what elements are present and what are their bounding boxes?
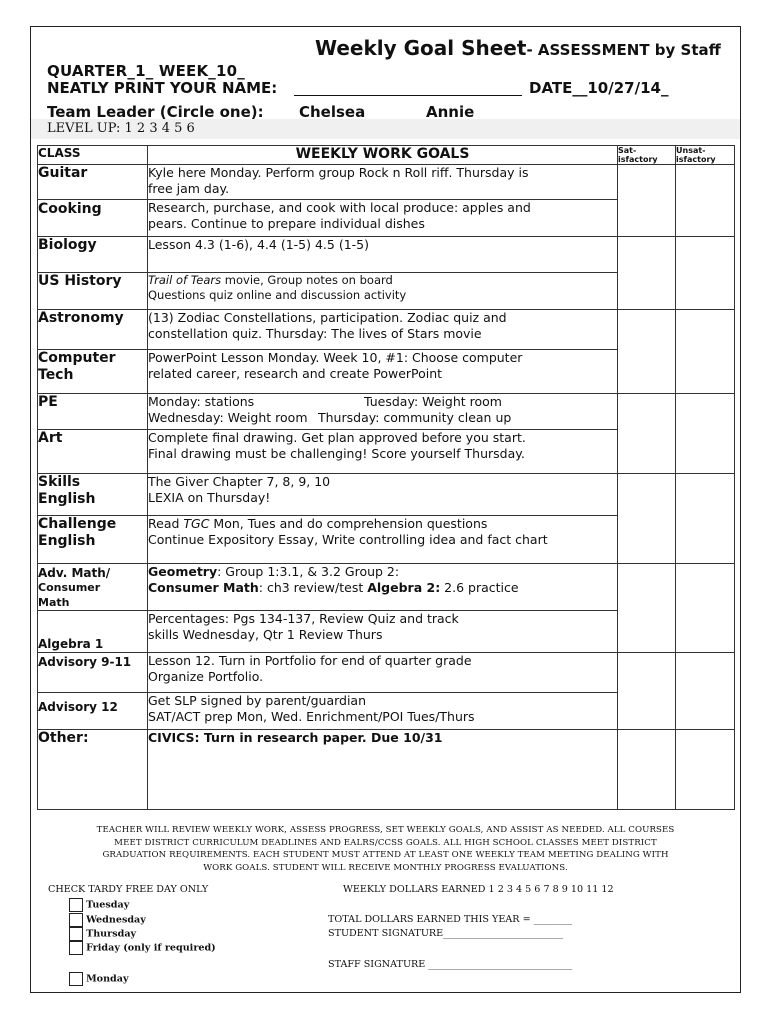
sat-cell[interactable] bbox=[618, 165, 676, 237]
weekly-dollars: WEEKLY DOLLARS EARNED 1 2 3 4 5 6 7 8 9 10 11 12 bbox=[343, 884, 614, 895]
checkbox-monday[interactable]: Monday bbox=[69, 972, 129, 986]
checkbox[interactable] bbox=[69, 972, 83, 986]
leader-option-chelsea[interactable]: Chelsea bbox=[299, 103, 366, 121]
print-name-label: NEATLY PRINT YOUR NAME: bbox=[47, 79, 278, 97]
quarter-week: QUARTER_1_ WEEK_10_ bbox=[47, 62, 245, 80]
unsat-cell[interactable] bbox=[676, 394, 735, 474]
sat-cell[interactable] bbox=[618, 653, 676, 730]
table-row bbox=[38, 237, 735, 273]
goal-biology: Lesson 4.3 (1-6), 4.4 (1-5) 4.5 (1-5) bbox=[148, 237, 618, 273]
class-computer-tech: Computer Tech bbox=[38, 350, 148, 394]
goal-art: Complete final drawing. Get plan approved before you start. Final drawing must be challenging! Score yourself Thursday. bbox=[148, 430, 618, 474]
tardy-label: CHECK TARDY FREE DAY ONLY bbox=[48, 884, 209, 895]
class-adv-math: Adv. Math/ Consumer Math bbox=[38, 564, 148, 611]
sat-cell[interactable] bbox=[618, 237, 676, 310]
class-cooking: Cooking bbox=[38, 200, 148, 237]
name-date-row bbox=[47, 79, 730, 101]
unsat-cell[interactable] bbox=[676, 564, 735, 653]
class-other: Other: bbox=[38, 730, 148, 810]
checkbox-thursday[interactable]: Thursday bbox=[69, 927, 136, 941]
goal-astronomy: (13) Zodiac Constellations, participation. Zodiac quiz and constellation quiz. Thursday: The lives of Stars movie bbox=[148, 310, 618, 350]
goal-advisory-9-11: Lesson 12. Turn in Portfolio for end of quarter grade Organize Portfolio. bbox=[148, 653, 618, 693]
goal-sheet bbox=[30, 26, 741, 993]
col-class: CLASS bbox=[38, 146, 148, 165]
class-astronomy: Astronomy bbox=[38, 310, 148, 350]
class-biology: Biology bbox=[38, 237, 148, 273]
class-algebra-1: Algebra 1 bbox=[38, 611, 148, 653]
goals-table bbox=[37, 145, 735, 810]
unsat-cell[interactable] bbox=[676, 653, 735, 730]
checkbox-wednesday[interactable]: Wednesday bbox=[69, 913, 146, 927]
sat-cell[interactable] bbox=[618, 730, 676, 810]
checkbox-tuesday[interactable]: Tuesday bbox=[69, 898, 129, 912]
goal-cooking: Research, purchase, and cook with local produce: apples and pears. Continue to prepare individual dishes bbox=[148, 200, 618, 237]
table-header-row bbox=[38, 146, 735, 165]
goal-algebra-1: Percentages: Pgs 134-137, Review Quiz and track skills Wednesday, Qtr 1 Review Thurs bbox=[148, 611, 618, 653]
class-us-history: US History bbox=[38, 273, 148, 310]
leader-option-annie[interactable]: Annie bbox=[426, 103, 475, 121]
page-title bbox=[315, 36, 721, 60]
staff-signature[interactable]: STAFF SIGNATURE ______________________________ bbox=[328, 959, 573, 970]
goal-pe: Monday: stations Tuesday: Weight room Wednesday: Weight room Thursday: community clean up bbox=[148, 394, 618, 430]
goal-other: CIVICS: Turn in research paper. Due 10/31 bbox=[148, 730, 618, 810]
class-challenge-english: Challenge English bbox=[38, 516, 148, 564]
goal-adv-math: Geometry: Group 1:3.1, & 3.2 Group 2: Consumer Math: ch3 review/test Algebra 2: 2.6 practice bbox=[148, 564, 618, 611]
sat-cell[interactable] bbox=[618, 474, 676, 564]
unsat-cell[interactable] bbox=[676, 474, 735, 564]
table-row bbox=[38, 564, 735, 611]
footer-line: TEACHER WILL REVIEW WEEKLY WORK, ASSESS PROGRESS, SET WEEKLY GOALS, AND ASSIST AS NEEDED. ALL COURSES bbox=[96, 825, 675, 835]
checkbox-friday[interactable]: Friday (only if required) bbox=[69, 941, 216, 955]
goal-computer-tech: PowerPoint Lesson Monday. Week 10, #1: Choose computer related career, research and create PowerPoint bbox=[148, 350, 618, 394]
team-leader-row bbox=[47, 103, 730, 123]
class-pe: PE bbox=[38, 394, 148, 430]
checkbox[interactable] bbox=[69, 913, 83, 927]
unsat-cell[interactable] bbox=[676, 165, 735, 237]
col-unsatisfactory: Unsat- isfactory bbox=[676, 146, 735, 165]
total-dollars: TOTAL DOLLARS EARNED THIS YEAR = ________ bbox=[328, 914, 573, 925]
table-row bbox=[38, 310, 735, 350]
footer-line: GRADUATION REQUIREMENTS. EACH STUDENT MUST ATTEND AT LEAST ONE WEEKLY TEAM MEETING DEALING WITH bbox=[102, 850, 669, 860]
level-up: LEVEL UP: 1 2 3 4 5 6 bbox=[47, 121, 195, 136]
table-row bbox=[38, 165, 735, 200]
checkbox[interactable] bbox=[69, 941, 83, 955]
sat-cell[interactable] bbox=[618, 394, 676, 474]
table-row bbox=[38, 474, 735, 516]
checkbox[interactable] bbox=[69, 898, 83, 912]
student-signature[interactable]: STUDENT SIGNATURE_________________________ bbox=[328, 928, 564, 939]
title-text: Weekly Goal Sheet bbox=[315, 36, 527, 60]
class-guitar: Guitar bbox=[38, 165, 148, 200]
goal-guitar: Kyle here Monday. Perform group Rock n Roll riff. Thursday is free jam day. bbox=[148, 165, 618, 200]
unsat-cell[interactable] bbox=[676, 237, 735, 310]
team-leader-label: Team Leader (Circle one): bbox=[47, 103, 264, 121]
name-field[interactable] bbox=[294, 95, 522, 96]
col-satisfactory: Sat- isfactory bbox=[618, 146, 676, 165]
footer-line: WORK GOALS. STUDENT WILL RECEIVE MONTHLY PROGRESS EVALUATIONS. bbox=[203, 862, 568, 873]
checkbox[interactable] bbox=[69, 927, 83, 941]
table-row bbox=[38, 730, 735, 810]
sat-cell[interactable] bbox=[618, 310, 676, 394]
class-advisory-9-11: Advisory 9-11 bbox=[38, 653, 148, 693]
class-advisory-12: Advisory 12 bbox=[38, 693, 148, 730]
footer-line: MEET DISTRICT CURRICULUM DEADLINES AND EALRS/CCSS GOALS. ALL HIGH SCHOOL CLASSES MEET DISTRICT bbox=[114, 837, 657, 848]
unsat-cell[interactable] bbox=[676, 310, 735, 394]
date-field: DATE__10/27/14_ bbox=[529, 79, 669, 97]
unsat-cell[interactable] bbox=[676, 730, 735, 810]
class-art: Art bbox=[38, 430, 148, 474]
goal-challenge-english: Read TGC Mon, Tues and do comprehension questions Continue Expository Essay, Write controlling idea and fact chart bbox=[148, 516, 618, 564]
sat-cell[interactable] bbox=[618, 564, 676, 653]
table-row bbox=[38, 394, 735, 430]
goal-skills-english: The Giver Chapter 7, 8, 9, 10 LEXIA on Thursday! bbox=[148, 474, 618, 516]
title-suffix: - ASSESSMENT by Staff bbox=[526, 41, 721, 59]
goal-advisory-12: Get SLP signed by parent/guardian SAT/ACT prep Mon, Wed. Enrichment/POI Tues/Thurs bbox=[148, 693, 618, 730]
col-goals: WEEKLY WORK GOALS bbox=[148, 146, 618, 165]
class-skills-english: Skills English bbox=[38, 474, 148, 516]
table-row bbox=[38, 653, 735, 693]
goal-us-history: Trail of Tears movie, Group notes on board Questions quiz online and discussion activity bbox=[148, 273, 618, 310]
footer-notice bbox=[37, 824, 734, 874]
